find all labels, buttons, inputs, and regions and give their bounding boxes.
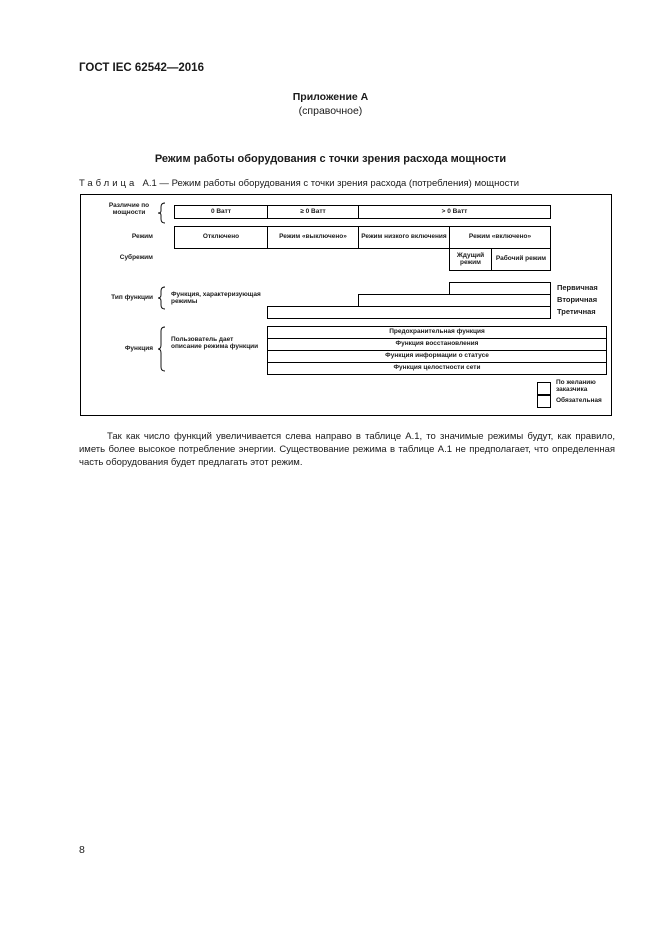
label-function: Функция xyxy=(124,345,153,352)
power-gt-zero-watt: > 0 Ватт xyxy=(358,205,551,219)
mode-diagram xyxy=(80,194,612,416)
function-recovery: Функция восстановления xyxy=(267,338,607,351)
legend-optional-swatch xyxy=(537,382,551,395)
level-secondary: Вторичная xyxy=(557,295,598,304)
mode-low-power: Режим низкого включения xyxy=(358,226,450,249)
level-tertiary: Третичная xyxy=(557,307,596,316)
legend-optional-label: По желанию заказчика xyxy=(556,379,596,394)
section-title: Режим работы оборудования с точки зрения расхода мощности xyxy=(154,153,507,165)
table-caption-text: А.1 — Режим работы оборудования с точки зрения расхода (потребления) мощности xyxy=(142,178,520,189)
brace-function-type xyxy=(158,287,165,309)
function-network-integrity: Функция целостности сети xyxy=(267,362,607,375)
mode-off: Отключено xyxy=(174,226,268,249)
appendix-subtitle: (справочное) xyxy=(298,105,363,117)
table-caption-prefix: Таблица xyxy=(79,178,138,189)
body-paragraph: Так как число функций увеличивается слева направо в таблице А.1, то значимые режимы будут, как правило, иметь более высокое потребление энергии. Существование режима в таблице А.1 не предполагает, что определенная часть оборудования будет предлагать этот режим. xyxy=(79,431,615,468)
label-modes: Режим xyxy=(131,233,153,240)
brace-function xyxy=(158,327,165,371)
submode-active: Рабочий режим xyxy=(491,248,551,271)
table-caption xyxy=(79,178,519,189)
standard-header: ГОСТ IEC 62542—2016 xyxy=(79,62,204,74)
brace-power xyxy=(158,203,165,223)
body-text xyxy=(79,430,615,469)
mode-on-mode: Режим «включено» xyxy=(449,226,551,249)
function-protective: Предохранительная функция xyxy=(267,326,607,339)
power-zero-watt: 0 Ватт xyxy=(174,205,268,219)
level-primary: Первичная xyxy=(557,283,598,292)
power-gte-zero-watt: ≥ 0 Ватт xyxy=(267,205,359,219)
function-type-tertiary-bar xyxy=(267,306,551,319)
label-submodes: Субрежим xyxy=(119,254,153,261)
submode-standby: Ждущий режим xyxy=(449,248,492,271)
legend-mandatory-swatch xyxy=(537,395,551,408)
page-number: 8 xyxy=(79,844,85,856)
label-power-difference: Различие по мощности xyxy=(108,202,150,217)
function-status-info: Функция информации о статусе xyxy=(267,350,607,363)
function-description: Пользователь дает описание режима функции xyxy=(171,336,259,351)
function-type-description: Функция, характеризующая режимы xyxy=(171,291,261,306)
appendix-title: Приложение А xyxy=(292,91,369,103)
legend-mandatory-label: Обязательная xyxy=(556,397,602,404)
label-function-type: Тип функции xyxy=(111,294,153,301)
mode-off-mode: Режим «выключено» xyxy=(267,226,359,249)
